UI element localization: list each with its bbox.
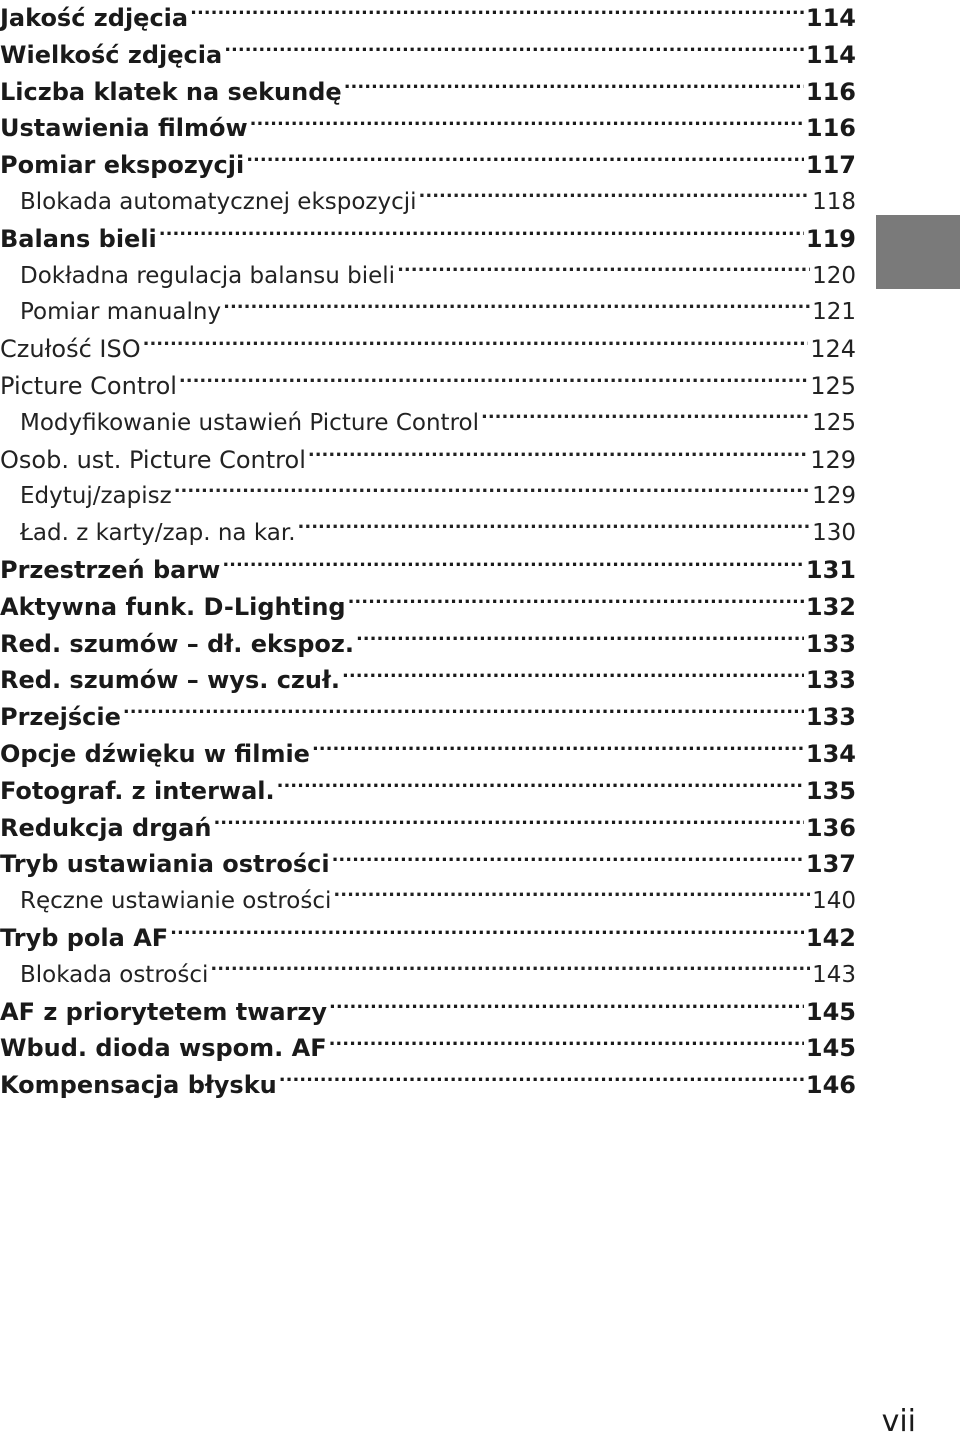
toc-entry-page: 119 xyxy=(805,224,856,253)
toc-entry-page: 117 xyxy=(805,151,856,180)
toc-entry-page: 129 xyxy=(810,445,856,474)
toc-entry-label: Edytuj/zapisz xyxy=(20,483,172,510)
toc-entry[interactable] xyxy=(0,294,856,331)
toc-entry-page: 132 xyxy=(805,592,856,621)
toc-leader-dots xyxy=(342,664,804,688)
toc-entry-label: Osob. ust. Picture Control xyxy=(0,445,306,474)
toc-entry-page: 130 xyxy=(812,520,856,547)
toc-leader-dots xyxy=(308,444,808,468)
toc-entry-label: Fotograf. z interwal. xyxy=(0,776,275,805)
toc-leader-dots xyxy=(223,296,810,319)
toc-entry-label: Picture Control xyxy=(0,371,177,400)
toc-entry-label: Aktywna funk. D-Lighting xyxy=(0,592,346,621)
toc-leader-dots xyxy=(481,407,810,430)
toc-entry-page: 133 xyxy=(805,629,856,658)
toc-entry-page: 134 xyxy=(805,739,856,768)
toc-leader-dots xyxy=(224,39,804,63)
toc-leader-dots xyxy=(332,848,804,872)
toc-leader-dots xyxy=(419,186,811,209)
toc-entry[interactable] xyxy=(0,810,856,847)
toc-entry-label: Tryb ustawiania ostrości xyxy=(0,850,330,879)
toc-entry[interactable] xyxy=(0,883,856,920)
toc-leader-dots xyxy=(159,223,804,247)
toc-entry[interactable] xyxy=(0,662,856,699)
toc-entry[interactable] xyxy=(0,699,856,736)
toc-entry-page: 125 xyxy=(812,409,856,436)
page-number: vii xyxy=(881,1404,916,1439)
toc-leader-dots xyxy=(170,922,804,946)
toc-entry[interactable] xyxy=(0,110,856,147)
toc-entry-label: Modyfikowanie ustawień Picture Control xyxy=(20,409,479,436)
toc-entry[interactable] xyxy=(0,478,856,515)
toc-leader-dots xyxy=(250,112,804,136)
toc-entry-page: 145 xyxy=(805,1034,856,1063)
toc-leader-dots xyxy=(329,996,804,1020)
toc-entry-page: 125 xyxy=(810,371,856,400)
toc-entry-page: 142 xyxy=(805,923,856,952)
toc-entry-page: 124 xyxy=(810,335,856,364)
toc-leader-dots xyxy=(179,370,808,394)
toc-entry-page: 131 xyxy=(805,555,856,584)
toc-leader-dots xyxy=(213,812,803,836)
toc-entry-label: Dokładna regulacja balansu bieli xyxy=(20,262,396,289)
toc-entry-page: 129 xyxy=(812,483,856,510)
toc-entry-label: Blokada automatycznej ekspozycji xyxy=(20,188,417,215)
toc-entry[interactable] xyxy=(0,221,856,258)
toc-leader-dots xyxy=(190,2,804,26)
toc-entry[interactable] xyxy=(0,405,856,442)
toc-entry[interactable] xyxy=(0,74,856,111)
toc-leader-dots xyxy=(333,885,810,908)
toc-entry[interactable] xyxy=(0,920,856,957)
toc-leader-dots xyxy=(279,1069,804,1093)
toc-entry[interactable] xyxy=(0,37,856,74)
toc-leader-dots xyxy=(222,554,804,578)
toc-entry[interactable] xyxy=(0,147,856,184)
toc-entry-label: AF z priorytetem twarzy xyxy=(0,997,328,1026)
toc-entry-label: Ustawienia filmów xyxy=(0,114,248,143)
toc-entry[interactable] xyxy=(0,626,856,663)
toc-entry[interactable] xyxy=(0,994,856,1031)
toc-entry-label: Przejście xyxy=(0,703,121,732)
toc-entry[interactable] xyxy=(0,552,856,589)
toc-entry-label: Red. szumów – dł. ekspoz. xyxy=(0,629,354,658)
toc-leader-dots xyxy=(210,959,810,982)
toc-entry-label: Redukcja drgań xyxy=(0,813,212,842)
toc-leader-dots xyxy=(348,591,804,615)
toc-entry-label: Red. szumów – wys. czuł. xyxy=(0,666,341,695)
toc-entry-page: 143 xyxy=(812,961,856,988)
toc-leader-dots xyxy=(312,738,804,762)
toc-entry-page: 145 xyxy=(805,997,856,1026)
toc-entry-label: Jakość zdjęcia xyxy=(0,4,189,32)
toc-entry-label: Wbud. dioda wspom. AF xyxy=(0,1034,327,1063)
toc-entry[interactable] xyxy=(0,773,856,810)
toc-entry[interactable] xyxy=(0,442,856,479)
toc-entry[interactable] xyxy=(0,258,856,295)
toc-entry-label: Balans bieli xyxy=(0,224,157,253)
toc-entry-label: Ład. z karty/zap. na kar. xyxy=(20,520,296,547)
toc-entry[interactable] xyxy=(0,0,856,37)
toc-entry[interactable] xyxy=(0,846,856,883)
toc-entry-page: 146 xyxy=(805,1071,856,1100)
toc-entry[interactable] xyxy=(0,515,856,552)
toc-entry-label: Wielkość zdjęcia xyxy=(0,40,223,69)
toc-entry-label: Ręczne ustawianie ostrości xyxy=(20,888,332,915)
toc-leader-dots xyxy=(277,775,804,799)
toc-entry-label: Pomiar manualny xyxy=(20,299,222,326)
toc-leader-dots xyxy=(143,333,809,357)
toc-entry-label: Liczba klatek na sekundę xyxy=(0,77,342,106)
toc-entry-page: 114 xyxy=(805,40,856,69)
toc-entry-page: 118 xyxy=(812,188,856,215)
toc-entry-label: Czułość ISO xyxy=(0,335,141,364)
toc-entry-page: 136 xyxy=(805,813,856,842)
toc-leader-dots xyxy=(344,76,804,100)
toc-entry-label: Opcje dźwięku w filmie xyxy=(0,739,310,768)
toc-entry-label: Przestrzeń barw xyxy=(0,555,221,584)
toc-entry-label: Blokada ostrości xyxy=(20,961,209,988)
toc-entry-page: 116 xyxy=(805,77,856,106)
toc-leader-dots xyxy=(356,628,804,652)
toc-entry[interactable] xyxy=(0,736,856,773)
toc-entry-page: 116 xyxy=(805,114,856,143)
toc-entry-label: Pomiar ekspozycji xyxy=(0,151,245,180)
toc-entry[interactable] xyxy=(0,368,856,405)
toc-entry[interactable] xyxy=(0,1030,856,1067)
toc-entry-page: 121 xyxy=(812,299,856,326)
toc-entry-page: 135 xyxy=(805,776,856,805)
toc-leader-dots xyxy=(123,701,804,725)
toc-leader-dots xyxy=(397,260,810,283)
toc-entry[interactable] xyxy=(0,331,856,368)
toc-entry[interactable] xyxy=(0,589,856,626)
section-tab-marker xyxy=(876,215,960,289)
toc-entry-page: 114 xyxy=(805,4,856,32)
toc-entry-label: Tryb pola AF xyxy=(0,923,169,952)
toc-entry-label: Kompensacja błysku xyxy=(0,1071,277,1100)
toc-entry-page: 133 xyxy=(805,666,856,695)
toc-leader-dots xyxy=(329,1032,804,1056)
toc-leader-dots xyxy=(174,480,810,503)
toc-entry[interactable] xyxy=(0,1067,856,1104)
toc-entry-page: 140 xyxy=(812,888,856,915)
toc-entry-page: 137 xyxy=(805,850,856,879)
toc-entry-page: 133 xyxy=(805,703,856,732)
toc-entry[interactable] xyxy=(0,957,856,994)
toc-leader-dots xyxy=(298,517,811,540)
toc-entry[interactable] xyxy=(0,184,856,221)
toc-leader-dots xyxy=(246,149,804,173)
toc-entry-page: 120 xyxy=(812,262,856,289)
